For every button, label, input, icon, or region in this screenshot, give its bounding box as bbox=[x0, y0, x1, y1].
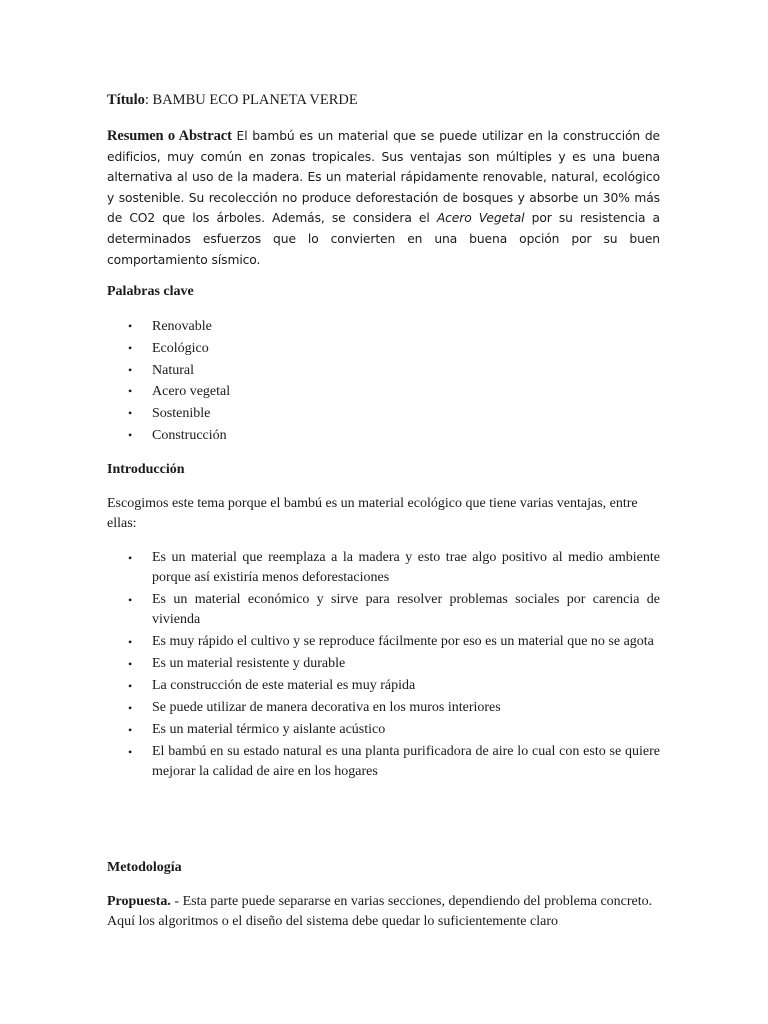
introduction-paragraph: Escogimos este tema porque el bambú es un material ecológico que tiene varias ventajas, entre ellas: bbox=[107, 496, 638, 532]
keyword-item bbox=[107, 360, 660, 382]
keyword-item bbox=[107, 338, 660, 360]
keywords-heading: Palabras clave bbox=[107, 284, 194, 300]
section-spacer bbox=[107, 796, 660, 858]
bullet-icon: • bbox=[128, 362, 133, 377]
keyword-item bbox=[107, 425, 660, 447]
keyword-item bbox=[107, 316, 660, 338]
advantage-item bbox=[107, 698, 660, 718]
bullet-icon: • bbox=[128, 340, 133, 355]
advantage-item bbox=[107, 548, 660, 588]
bullet-icon: • bbox=[128, 679, 133, 694]
title-label: Título bbox=[107, 92, 145, 108]
advantage-item bbox=[107, 632, 660, 652]
bullet-icon: • bbox=[128, 427, 133, 442]
methodology-heading: Metodología bbox=[107, 860, 182, 876]
advantage-text: Es un material que reemplaza a la madera y esto trae algo positivo al medio ambiente porque así existiría menos deforestaciones bbox=[152, 550, 660, 586]
document-title bbox=[107, 90, 660, 110]
bullet-icon: • bbox=[128, 635, 133, 650]
advantage-item bbox=[107, 590, 660, 630]
bullet-icon: • bbox=[128, 657, 133, 672]
advantage-text: Es un material térmico y aislante acústico bbox=[152, 722, 386, 738]
keyword-text: Renovable bbox=[152, 319, 212, 335]
abstract-italic-term: Acero Vegetal bbox=[436, 211, 525, 226]
advantage-text: Es muy rápido el cultivo y se reproduce fácilmente por eso es un material que no se agota bbox=[152, 634, 654, 650]
introduction-heading: Introducción bbox=[107, 462, 185, 478]
advantage-item bbox=[107, 742, 660, 782]
keyword-text: Ecológico bbox=[152, 340, 209, 356]
bullet-icon: • bbox=[128, 551, 133, 566]
bullet-icon: • bbox=[128, 384, 133, 399]
bullet-icon: • bbox=[128, 593, 133, 608]
advantage-text: El bambú en su estado natural es una planta purificadora de aire lo cual con esto se quiere mejorar la calidad de aire en los hogares bbox=[152, 744, 660, 780]
keyword-item bbox=[107, 381, 660, 403]
keyword-item bbox=[107, 403, 660, 425]
proposal-label: Propuesta. bbox=[107, 894, 171, 910]
advantage-text: Es un material resistente y durable bbox=[152, 656, 346, 672]
abstract-paragraph bbox=[107, 126, 660, 270]
document-body bbox=[107, 90, 660, 932]
proposal-text: - Esta parte puede separarse en varias secciones, dependiendo del problema concreto. Aquí los algoritmos o el diseño del sistema debe quedar lo suficientemente claro bbox=[107, 894, 653, 930]
advantages-list bbox=[107, 548, 660, 782]
abstract-heading: Resumen o Abstract bbox=[107, 128, 232, 144]
bullet-icon: • bbox=[128, 319, 133, 334]
advantage-text: Se puede utilizar de manera decorativa en los muros interiores bbox=[152, 700, 501, 716]
advantage-text: Es un material económico y sirve para resolver problemas sociales por carencia de vivienda bbox=[152, 592, 660, 628]
advantage-text: La construcción de este material es muy rápida bbox=[152, 678, 416, 694]
keyword-text: Acero vegetal bbox=[152, 384, 231, 400]
bullet-icon: • bbox=[128, 405, 133, 420]
keyword-text: Natural bbox=[152, 362, 194, 378]
advantage-item bbox=[107, 720, 660, 740]
abstract-text-2: por su resistencia a determinados esfuerzos que lo convierten en una buena opción por su buen comportamiento sísmico. bbox=[107, 211, 660, 267]
keyword-text: Sostenible bbox=[152, 405, 211, 421]
title-value: : BAMBU ECO PLANETA VERDE bbox=[144, 92, 358, 108]
keywords-list bbox=[107, 316, 660, 446]
advantage-item bbox=[107, 654, 660, 674]
keyword-text: Construcción bbox=[152, 427, 227, 443]
bullet-icon: • bbox=[128, 701, 133, 716]
abstract-text-1: El bambú es un material que se puede utilizar en la construcción de edificios, muy común en zonas tropicales. Sus ventajas son múltiples y es una buena alternativa al uso de la madera. Es un material rápidamente renovable, natural, ecológico y sostenible. Su recolección no produce deforestación de bosques y absorbe un 30% más de CO2 que los árboles. Además, se considera el bbox=[107, 129, 660, 226]
advantage-item bbox=[107, 676, 660, 696]
bullet-icon: • bbox=[128, 745, 133, 760]
bullet-icon: • bbox=[128, 723, 133, 738]
proposal-paragraph bbox=[107, 892, 660, 932]
